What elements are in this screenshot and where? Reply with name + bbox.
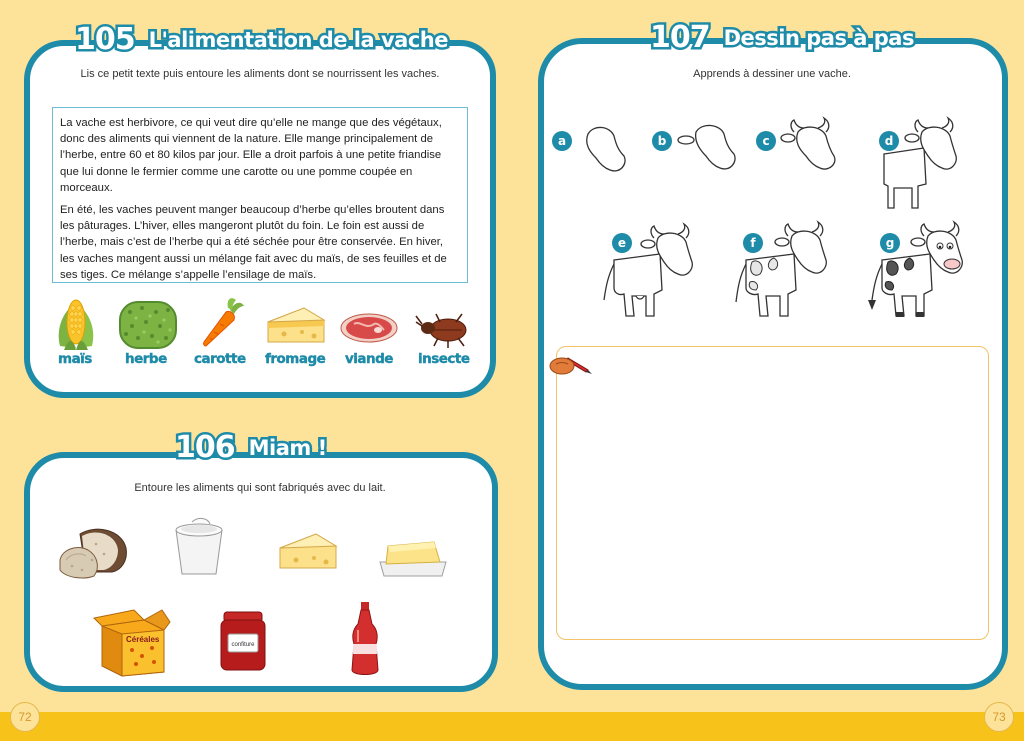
exercise-107-instruction: Apprends à dessiner une vache.: [693, 68, 851, 80]
bread-icon[interactable]: [56, 524, 130, 580]
cow-step-f-drawing: [730, 218, 834, 322]
food-label-grass: herbe: [125, 351, 167, 367]
cow-step-e-drawing: [598, 220, 698, 322]
exercise-106-name: Miam !: [248, 435, 327, 460]
reading-paragraph-1: La vache est herbivore, ce qui veut dire qu’elle ne mange que des végétaux, donc des aliments qui viennent de la nature. Elle mange principalement de l’herbe, entre 60 et 80 kilos par jour. Elle a droit parfois à une petite friandise que lui donne le fermier comme une carotte ou une pomme coupée en morceaux.: [60, 117, 442, 194]
food-label-insect: insecte: [418, 351, 470, 367]
exercise-105-number: 105: [75, 22, 135, 57]
exercise-107-name: Dessin pas à pas: [723, 25, 914, 50]
exercise-105-name: L'alimentation de la vache: [148, 27, 448, 52]
cereal-box-text: Céréales: [126, 635, 160, 644]
step-b: b: [652, 131, 672, 151]
page-number-left: 72: [10, 702, 40, 732]
food-label-cheese: fromage: [265, 351, 326, 367]
food-label-meat: viande: [345, 351, 393, 367]
reading-text-box: [52, 107, 468, 283]
step-e: e: [612, 233, 632, 253]
cow-step-g-drawing: [866, 218, 970, 322]
cheese-icon-106[interactable]: [276, 530, 340, 572]
cow-step-a-drawing: [580, 124, 630, 176]
exercise-106-instruction: Entoure les aliments qui sont fabriqués avec du lait.: [134, 482, 386, 494]
food-label-corn: maïs: [58, 351, 92, 367]
cereal-box-icon[interactable]: [94, 604, 170, 676]
grass-icon[interactable]: [118, 298, 178, 350]
step-g: g: [880, 233, 900, 253]
exercise-105-instruction: Lis ce petit texte puis entoure les aliments dont se nourrissent les vaches.: [80, 68, 440, 80]
bottom-band: [0, 712, 1024, 741]
exercise-107-number: 107: [650, 20, 710, 55]
butter-icon[interactable]: [376, 532, 450, 582]
exercise-107-title: [650, 20, 914, 55]
cheese-icon[interactable]: [264, 304, 328, 346]
corn-icon[interactable]: [54, 296, 98, 352]
cow-step-b-drawing: [676, 122, 746, 176]
jam-jar-icon[interactable]: [218, 610, 268, 672]
pencil-hand-icon: [548, 350, 592, 378]
soda-bottle-icon[interactable]: [350, 600, 380, 678]
reading-paragraph-2: En été, les vaches peuvent manger beaucoup d’herbe qu’elles broutent dans les pâturages. L’hiver, elles mangeront plutôt du foin. Le foin est aussi de l’herbe, mais c’est de l’herbe qui a été séchée pour être conservée. En hiver, les vaches mangent aussi un mélange fait avec du maïs, de ses feuilles et de ses tiges. Ce mélange s’appelle l’ensilage de maïs.: [60, 204, 447, 281]
carrot-icon[interactable]: [200, 296, 246, 348]
page-number-right: 73: [984, 702, 1014, 732]
insect-icon[interactable]: [414, 308, 476, 348]
step-a: a: [552, 131, 572, 151]
cow-step-c-drawing: [780, 118, 842, 174]
drawing-area[interactable]: [556, 346, 989, 640]
food-label-carrot: carotte: [194, 351, 246, 367]
step-c: c: [756, 131, 776, 151]
exercise-106-number: 106: [175, 430, 235, 465]
step-f: f: [743, 233, 763, 253]
yogurt-icon[interactable]: [172, 516, 226, 578]
cow-step-d-drawing: [878, 118, 958, 212]
step-d: d: [879, 131, 899, 151]
meat-icon[interactable]: [338, 310, 400, 346]
exercise-106-title: [175, 430, 327, 465]
exercise-105-title: [75, 22, 448, 57]
jam-jar-label: confiture: [231, 642, 255, 648]
